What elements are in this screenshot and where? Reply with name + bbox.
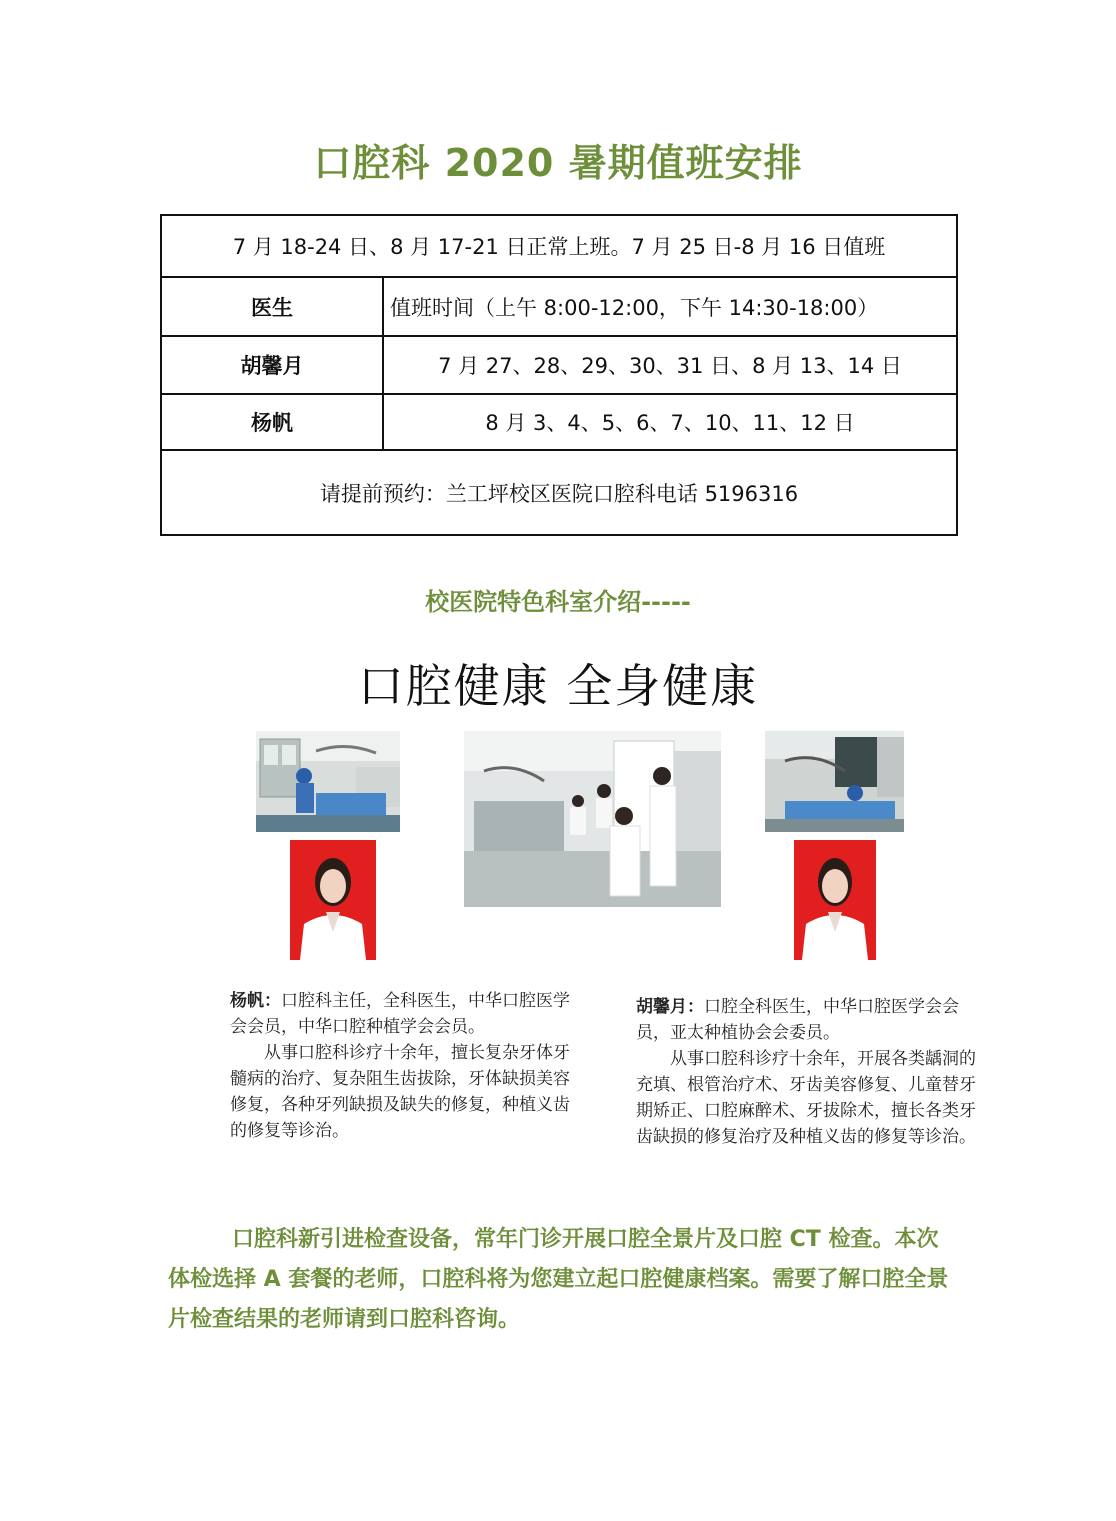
doctor-name: 胡馨月 <box>161 336 383 394</box>
bio-name: 胡馨月： <box>636 997 704 1017</box>
doctor-name: 杨帆 <box>161 394 383 450</box>
poster-title: 口腔健康 全身健康 <box>357 659 759 713</box>
section-title: 校医院特色科室介绍----- <box>425 588 691 616</box>
bio-detail: 从事口腔科诊疗十余年，擅长复杂牙体牙髓病的治疗、复杂阻生齿拔除，牙体缺损美容修复，各种牙列缺损及缺失的修复，种植义齿的修复等诊治。 <box>230 1043 570 1141</box>
equipment-notice: 口腔科新引进检查设备，常年门诊开展口腔全景片及口腔 CT 检查。本次体检选择 A 套餐的老师，口腔科将为您建立起口腔健康档案。需要了解口腔全景片检查结果的老师请到口腔科咨询。 <box>168 1227 949 1332</box>
clinic-photo-right <box>765 731 904 832</box>
table-row <box>161 450 957 535</box>
appointment-note: 请提前预约：兰工坪校区医院口腔科电话 5196316 <box>161 450 957 535</box>
duty-dates: 7 月 27、28、29、30、31 日、8 月 13、14 日 <box>383 336 957 394</box>
table-row <box>161 336 957 394</box>
bio-detail: 从事口腔科诊疗十余年，开展各类龋洞的充填、根管治疗术、牙齿美容修复、儿童替牙期矫正、口腔麻醉术、牙拔除术，擅长各类牙齿缺损的修复治疗及种植义齿的修复等诊治。 <box>636 1049 976 1147</box>
bio-intro: 胡馨月：口腔全科医生，中华口腔医学会会员，亚太种植协会会委员。 <box>636 997 959 1043</box>
column-header-duty-time: 值班时间（上午 8:00-12:00，下午 14:30-18:00） <box>383 277 957 336</box>
page-title: 口腔科 2020 暑期值班安排 <box>313 141 803 185</box>
portrait-hu-xinyue <box>794 840 876 960</box>
bio-intro: 杨帆：口腔科主任，全科医生，中华口腔医学会会员，中华口腔种植学会会员。 <box>230 991 570 1037</box>
schedule-note: 7 月 18-24 日、8 月 17-21 日正常上班。7 月 25 日-8 月 16 日值班 <box>161 215 957 277</box>
clinic-photo-center <box>464 731 721 907</box>
bio-hu-xinyue <box>636 994 978 1150</box>
bio-name: 杨帆： <box>230 991 281 1011</box>
column-header-doctor: 医生 <box>161 277 383 336</box>
table-header-row <box>161 277 957 336</box>
table-row <box>161 215 957 277</box>
bio-yang-fan <box>230 988 572 1144</box>
portrait-yang-fan <box>290 840 376 960</box>
duty-dates: 8 月 3、4、5、6、7、10、11、12 日 <box>383 394 957 450</box>
duty-schedule-table <box>160 214 958 536</box>
table-row <box>161 394 957 450</box>
clinic-photo-left <box>256 731 400 832</box>
